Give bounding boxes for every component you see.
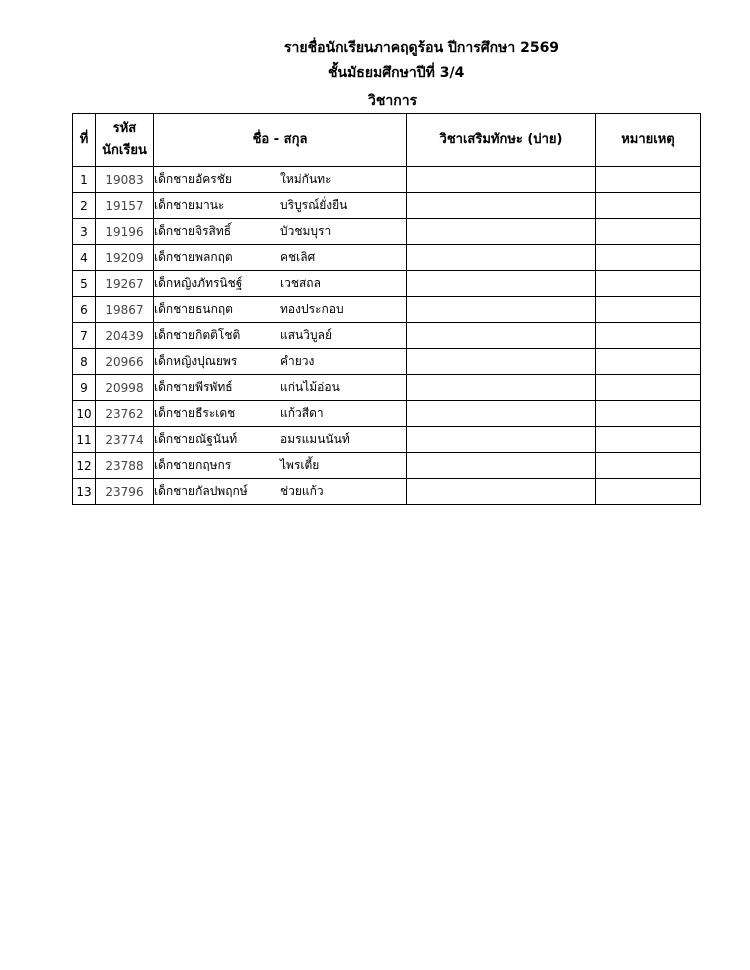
student-last-name: เวชสถล [280, 276, 321, 290]
column-header-extra-class: วิชาเสริมทักษะ (บ่าย) [407, 114, 596, 167]
student-name [154, 219, 407, 245]
note-cell [596, 271, 701, 297]
student-roster-table [72, 113, 701, 505]
extra-class-cell [407, 427, 596, 453]
note-cell [596, 375, 701, 401]
student-name [154, 167, 407, 193]
table-row [73, 323, 701, 349]
table-row [73, 453, 701, 479]
student-name [154, 375, 407, 401]
student-name [154, 453, 407, 479]
row-number: 10 [73, 401, 96, 427]
student-last-name: ช่วยแก้ว [280, 484, 324, 498]
student-id: 19083 [96, 167, 154, 193]
student-id: 20966 [96, 349, 154, 375]
note-cell [596, 193, 701, 219]
table-row [73, 297, 701, 323]
row-number: 8 [73, 349, 96, 375]
student-id: 23774 [96, 427, 154, 453]
table-row [73, 427, 701, 453]
student-last-name: แก้วสีดา [280, 406, 324, 420]
student-last-name: คำยวง [280, 354, 315, 368]
student-first-name: เด็กชายกฤษกร [154, 458, 232, 472]
table-row [73, 271, 701, 297]
student-last-name: แก่นไม้อ่อน [280, 380, 340, 394]
extra-class-cell [407, 479, 596, 505]
table-row [73, 245, 701, 271]
student-id: 19196 [96, 219, 154, 245]
student-first-name: เด็กชายกิตติโชติ [154, 328, 241, 342]
table-row [73, 193, 701, 219]
row-number: 1 [73, 167, 96, 193]
note-cell [596, 167, 701, 193]
student-id: 23762 [96, 401, 154, 427]
table-row [73, 167, 701, 193]
column-header-name: ชื่อ - สกุล [154, 114, 407, 167]
extra-class-cell [407, 245, 596, 271]
row-number: 5 [73, 271, 96, 297]
student-id: 19209 [96, 245, 154, 271]
student-first-name: เด็กชายณัฐนันท์ [154, 432, 238, 446]
row-number: 6 [73, 297, 96, 323]
student-name [154, 349, 407, 375]
student-name [154, 401, 407, 427]
student-id: 19867 [96, 297, 154, 323]
row-number: 13 [73, 479, 96, 505]
student-id: 19157 [96, 193, 154, 219]
student-first-name: เด็กชายธนกฤต [154, 302, 233, 316]
extra-class-cell [407, 297, 596, 323]
student-name [154, 479, 407, 505]
student-name [154, 271, 407, 297]
table-row [73, 375, 701, 401]
student-name [154, 427, 407, 453]
column-header-id-line2: นักเรียน [102, 143, 147, 158]
student-last-name: ไพรเตี้ย [280, 458, 320, 472]
note-cell [596, 245, 701, 271]
extra-class-cell [407, 349, 596, 375]
extra-class-cell [407, 271, 596, 297]
row-number: 3 [73, 219, 96, 245]
student-last-name: แสนวิบูลย์ [280, 328, 333, 342]
note-cell [596, 479, 701, 505]
student-name [154, 193, 407, 219]
row-number: 4 [73, 245, 96, 271]
student-id: 23796 [96, 479, 154, 505]
extra-class-cell [407, 167, 596, 193]
extra-class-cell [407, 323, 596, 349]
student-last-name: บัวชมบุรา [280, 224, 332, 238]
row-number: 9 [73, 375, 96, 401]
note-cell [596, 297, 701, 323]
row-number: 12 [73, 453, 96, 479]
student-first-name: เด็กชายอัครชัย [154, 172, 232, 186]
note-cell [596, 323, 701, 349]
extra-class-cell [407, 453, 596, 479]
note-cell [596, 427, 701, 453]
extra-class-cell [407, 401, 596, 427]
student-last-name: ทองประกอบ [280, 302, 344, 316]
student-name [154, 297, 407, 323]
table-row [73, 479, 701, 505]
row-number: 11 [73, 427, 96, 453]
note-cell [596, 349, 701, 375]
note-cell [596, 453, 701, 479]
grade-subtitle: ชั้นมัธยมศึกษาปีที่ 3/4 [328, 65, 465, 81]
note-cell [596, 219, 701, 245]
row-number: 7 [73, 323, 96, 349]
student-last-name: อมรแมนนันท์ [280, 432, 350, 446]
student-last-name: ใหม่กันทะ [280, 172, 332, 186]
student-id: 19267 [96, 271, 154, 297]
extra-class-cell [407, 193, 596, 219]
table-header-row [73, 114, 701, 167]
page-title: รายชื่อนักเรียนภาคฤดูร้อน ปีการศึกษา 2569 [284, 40, 560, 56]
student-first-name: เด็กชายพีรพัทธ์ [154, 380, 233, 394]
student-first-name: เด็กชายมานะ [154, 198, 225, 212]
column-header-no: ที่ [73, 114, 96, 167]
student-first-name: เด็กชายจิรสิทธิ์ [154, 224, 232, 238]
column-header-student-id [96, 114, 154, 167]
student-name [154, 323, 407, 349]
subject-subtitle: วิชาการ [368, 93, 418, 109]
student-first-name: เด็กหญิงปุณยพร [154, 354, 238, 368]
column-header-note: หมายเหตุ [596, 114, 701, 167]
student-first-name: เด็กชายพลกฤต [154, 250, 233, 264]
row-number: 2 [73, 193, 96, 219]
student-first-name: เด็กหญิงภัทรนิชฐ์ [154, 276, 243, 290]
table-row [73, 219, 701, 245]
student-id: 20998 [96, 375, 154, 401]
student-id: 20439 [96, 323, 154, 349]
note-cell [596, 401, 701, 427]
extra-class-cell [407, 219, 596, 245]
extra-class-cell [407, 375, 596, 401]
student-name [154, 245, 407, 271]
student-first-name: เด็กชายธีระเดช [154, 406, 236, 420]
student-last-name: คชเลิศ [280, 250, 316, 264]
table-row [73, 401, 701, 427]
column-header-id-line1: รหัส [112, 121, 137, 136]
student-last-name: บริบูรณ์ยั่งยืน [280, 198, 348, 212]
student-id: 23788 [96, 453, 154, 479]
student-first-name: เด็กชายกัลปพฤกษ์ [154, 484, 248, 498]
table-row [73, 349, 701, 375]
